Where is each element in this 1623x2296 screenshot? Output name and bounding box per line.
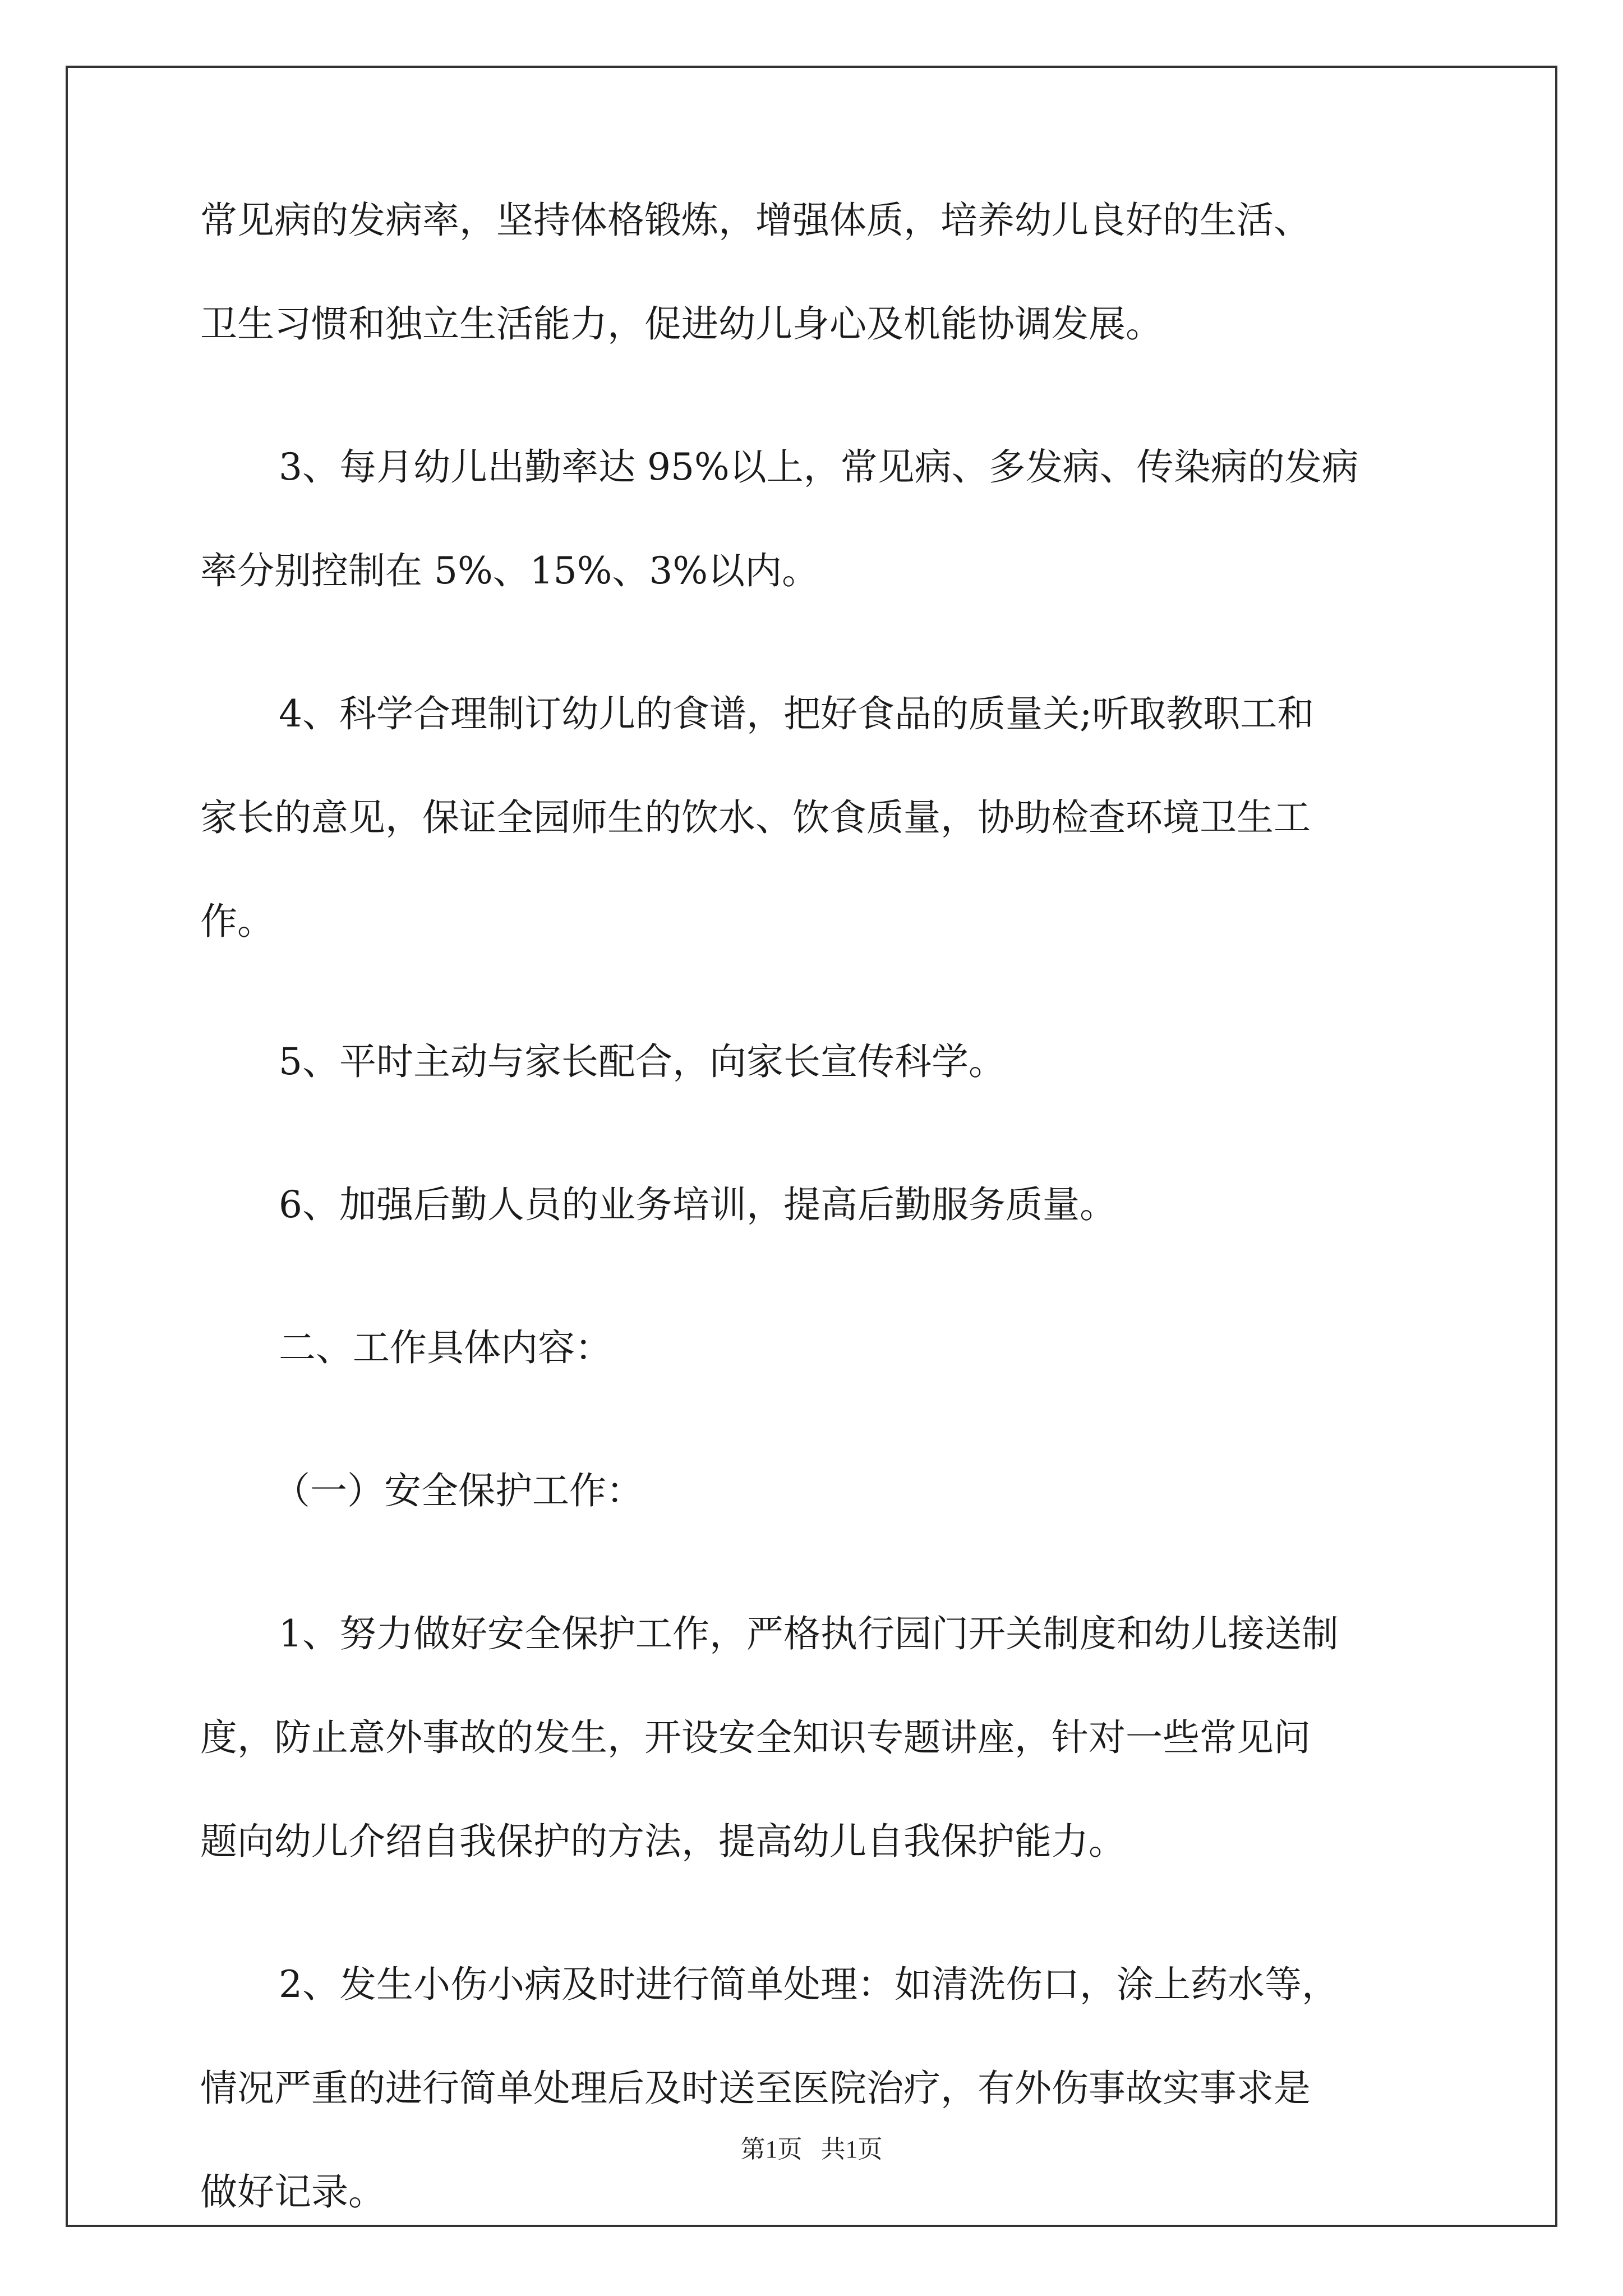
text-line: 4、科学合理制订幼儿的食谱，把好食品的质量关;听取教职工和: [279, 692, 1315, 735]
text-line: 做好记录。: [200, 2170, 385, 2214]
text-line: 题向幼儿介绍自我保护的方法，提高幼儿自我保护能力。: [200, 1820, 1126, 1863]
subsection-heading: （一）安全保护工作：: [273, 1469, 643, 1512]
text-line: 卫生习惯和独立生活能力，促进幼儿身心及机能协调发展。: [200, 302, 1163, 346]
text-line: 情况严重的进行简单处理后及时送至医院治疗，有外伤事故实事求是: [200, 2067, 1311, 2110]
text-line: 作。: [200, 900, 274, 943]
section-heading: 二、工作具体内容：: [279, 1326, 612, 1369]
page-border: [66, 66, 1557, 2227]
text-line: 度，防止意外事故的发生，开设安全知识专题讲座，针对一些常见问: [200, 1716, 1311, 1759]
page-footer: 第1页 共1页: [740, 2136, 883, 2163]
text-line: 3、每月幼儿出勤率达 95%以上，常见病、多发病、传染病的发病: [279, 445, 1359, 489]
text-line: 常见病的发病率，坚持体格锻炼，增强体质，培养幼儿良好的生活、: [200, 199, 1311, 242]
text-line: 6、加强后勤人员的业务培训，提高后勤服务质量。: [279, 1183, 1117, 1226]
text-line: 家长的意见，保证全园师生的饮水、饮食质量，协助检查环境卫生工: [200, 796, 1311, 839]
text-line: 率分别控制在 5%、15%、3%以内。: [200, 549, 819, 592]
text-line: 1、努力做好安全保护工作，严格执行园门开关制度和幼儿接送制: [279, 1612, 1339, 1655]
text-line: 2、发生小伤小病及时进行简单处理：如清洗伤口，涂上药水等，: [279, 1963, 1339, 2006]
text-line: 5、平时主动与家长配合，向家长宣传科学。: [279, 1040, 1006, 1083]
